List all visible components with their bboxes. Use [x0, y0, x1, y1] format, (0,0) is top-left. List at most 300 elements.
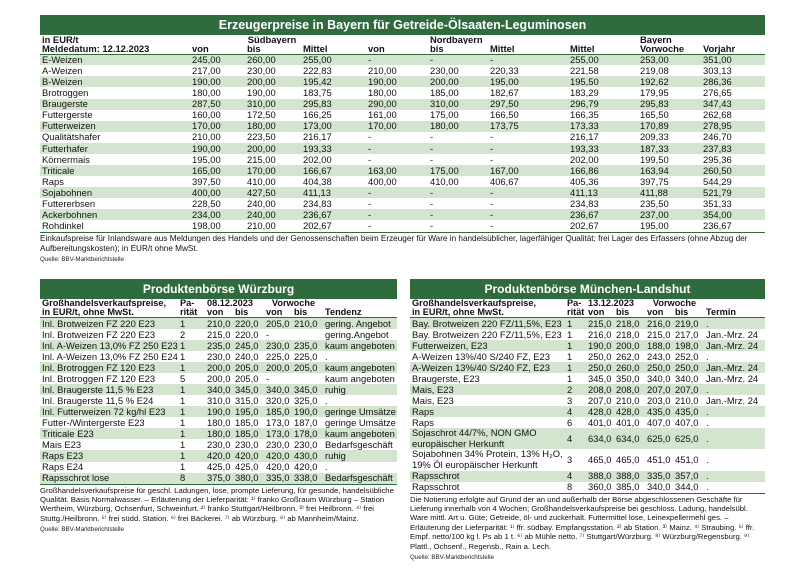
- table-row: [410, 384, 765, 395]
- table-cell: .: [325, 461, 328, 473]
- table-cell: 1: [180, 439, 186, 451]
- mu-name-header-2: in EUR/t, ohne MwSt.: [412, 308, 504, 318]
- table-cell: Futterweizen, E23: [410, 340, 565, 351]
- table-cell: -: [428, 54, 488, 65]
- table-cell: 310,00: [428, 99, 488, 110]
- table-cell: 219,0: [673, 318, 704, 329]
- table-cell: 262,68: [703, 109, 732, 121]
- table-cell: Inl. A-Weizen 13,0% FZ 250 E23: [42, 340, 178, 351]
- table-row: [410, 351, 765, 362]
- table-cell: .: [704, 471, 765, 482]
- table-cell: 345,0: [588, 373, 612, 384]
- table-cell: 245,0: [233, 340, 264, 351]
- table-row: [410, 471, 765, 482]
- table-row: [410, 340, 765, 351]
- table-cell: 190,0: [292, 406, 323, 417]
- table-cell: Sojabohnen: [40, 187, 190, 198]
- table-cell: 260,0: [614, 362, 645, 373]
- table-cell: 1: [180, 417, 186, 429]
- table-cell: 260,00: [245, 54, 301, 65]
- table-cell: 8: [567, 481, 573, 493]
- table-cell: 8: [178, 473, 205, 484]
- table-cell: 163,94: [638, 165, 701, 176]
- table-cell: 250,0: [586, 362, 614, 373]
- table-cell: 230,00: [430, 65, 459, 77]
- mu-von: von: [588, 308, 605, 318]
- table-cell: 236,67: [568, 209, 638, 220]
- table-cell: 406,67: [490, 175, 519, 187]
- table-cell: 173,75: [488, 121, 568, 132]
- table-cell: -: [490, 220, 494, 231]
- table-cell: 255,00: [301, 54, 366, 65]
- table-row: [40, 318, 397, 329]
- table-cell: Futterweizen: [40, 121, 190, 132]
- table-cell: [292, 329, 323, 340]
- wb-name-header: Großhandelsverkaufspreise,: [42, 299, 167, 308]
- table-row: [40, 462, 397, 473]
- table-cell: 1: [178, 406, 205, 417]
- col-header: von: [368, 44, 385, 55]
- table-cell: Rapsschrot: [410, 471, 565, 482]
- table-cell: Futtergerste: [42, 109, 93, 121]
- table-cell: 220,33: [490, 65, 519, 77]
- mu-date-header: 13.12.2023: [588, 299, 634, 308]
- table-cell: [292, 373, 323, 384]
- table-cell: 179,95: [640, 87, 669, 99]
- mu-prev-header: Vorwoche: [652, 299, 697, 308]
- table-cell: Mais E23: [42, 439, 82, 451]
- col-header: Mittel: [570, 44, 595, 55]
- table-cell: 375,0: [205, 473, 233, 484]
- table-cell: 1: [567, 328, 573, 340]
- muenchen-title: Produktenbörse München-Landshut: [410, 279, 765, 299]
- table-cell: 430,0: [292, 450, 323, 461]
- table-cell: 397,75: [640, 175, 669, 187]
- mu-prev-von: von: [647, 308, 664, 318]
- table-cell: 2: [180, 328, 186, 340]
- table-cell: 350,0: [616, 373, 640, 384]
- table-row: [40, 121, 765, 132]
- table-cell: 428,0: [586, 406, 614, 417]
- wb-trend-header: Tendenz: [325, 308, 362, 318]
- table-cell: 208,0: [614, 384, 645, 395]
- table-cell: 234,83: [303, 197, 332, 209]
- table-cell: A-Weizen 13%/40 S/240 FZ, E23: [412, 351, 550, 362]
- muenchen-note: Die Notierung erfolgte auf Grund der an und außerhalb der Börse abgeschlossenen Geschäfte für Lieferung innerhalb von 4 Wochen; Großhandelsverkaufspreise bei geschloss. Ladung, handelsübl. Ware mittl. Art u. Güte; Getreide, öl- und zuckerhalt. Futtermittel lose, Leinexpellermehl ges. – Erläuterung der Lieferparität: ¹⁾ ffr. südbay. Empfangsstation. ²⁾ ab Station. ³⁾ Mainz. ⁴⁾ Straubing. ⁵⁾ ffr. Empf. netto/100 kg l. Ps ab 1 t. ⁶⁾ ab Mühle netto. ⁷⁾ Stuttgart/Würzburg. ⁸⁾ Würzburg/Regensburg. ⁹⁾ Plattl., Ochsenf., Regensb., Rain a. Lech.: [410, 493, 765, 551]
- table-cell: 216,0: [588, 328, 612, 340]
- table-cell: Raps: [42, 175, 64, 187]
- table-cell: 166,67: [301, 165, 366, 176]
- table-cell: 180,00: [368, 87, 397, 99]
- erzeugerpreise-source: Quelle: BBV-Marktberichtstelle: [40, 256, 124, 264]
- table-cell: 183,75: [303, 87, 332, 99]
- table-cell: 4: [565, 471, 586, 482]
- table-cell: Rapsschrot lose: [40, 473, 178, 484]
- table-cell: -: [490, 153, 494, 165]
- table-cell: Körnermais: [42, 153, 90, 165]
- table-cell: Bedarfsgeschäft: [323, 473, 397, 484]
- table-cell: 246,70: [703, 131, 732, 143]
- table-cell: 425,0: [207, 461, 231, 473]
- table-cell: 209,33: [640, 131, 669, 143]
- mu-prev-bis: bis: [675, 308, 689, 318]
- table-cell: 411,13: [301, 187, 366, 198]
- table-cell: 221,58: [570, 65, 599, 77]
- table-row: [410, 329, 765, 340]
- table-cell: 200,0: [205, 362, 233, 373]
- muenchen-table: [410, 299, 765, 493]
- table-cell: 340,0: [264, 384, 292, 395]
- table-cell: 297,50: [488, 99, 568, 110]
- table-cell: 210,0: [205, 318, 233, 329]
- table-cell: 190,0: [205, 406, 233, 417]
- col-header: bis: [247, 44, 261, 55]
- table-cell: -: [266, 373, 270, 384]
- table-cell: 465,0: [616, 454, 640, 466]
- table-cell: 451,0: [675, 454, 699, 466]
- table-cell: Inl. A-Weizen 13,0% FZ 250 E24: [42, 351, 178, 362]
- table-cell: 205,0: [235, 373, 259, 384]
- col-header: Mittel: [490, 44, 515, 55]
- table-cell: 205,0: [292, 362, 323, 373]
- table-cell: 2: [565, 384, 586, 395]
- table-cell: 202,67: [570, 220, 599, 231]
- table-cell: 210,0: [675, 395, 699, 407]
- group-suedbayern: Südbayern: [247, 35, 297, 45]
- table-cell: 388,0: [586, 471, 614, 482]
- table-row: [410, 373, 765, 384]
- col-header: bis: [430, 44, 444, 55]
- table-cell: 190,00: [366, 76, 428, 87]
- table-cell: 217,0: [675, 328, 699, 340]
- group-bayern: Bayern: [640, 35, 672, 45]
- table-row: [40, 76, 765, 87]
- table-cell: 278,95: [701, 121, 765, 132]
- table-cell: 240,00: [247, 197, 276, 209]
- wuerzburg-section: [40, 279, 397, 533]
- table-row: [40, 417, 397, 428]
- table-cell: 193,33: [568, 143, 638, 154]
- erzeugerpreise-section: [40, 15, 765, 263]
- table-cell: 215,0: [207, 328, 231, 340]
- table-cell: 295,83: [638, 99, 701, 110]
- table-cell: 230,0: [264, 340, 292, 351]
- table-row: [40, 187, 765, 198]
- table-cell: 190,00: [247, 87, 276, 99]
- table-cell: 210,0: [292, 318, 323, 329]
- muenchen-section: [410, 279, 765, 561]
- table-cell: 225,0: [294, 351, 318, 362]
- col-header: von: [192, 44, 209, 55]
- table-cell: 1: [178, 428, 205, 439]
- table-cell: 287,50: [190, 99, 245, 110]
- table-cell: .: [704, 318, 765, 329]
- mu-bis: bis: [616, 308, 630, 318]
- table-cell: 385,0: [616, 481, 640, 493]
- table-cell: 165,00: [190, 165, 245, 176]
- mu-name-header: Großhandelsverkaufspreise,: [412, 299, 537, 308]
- table-cell: 243,0: [647, 351, 671, 362]
- table-cell: 230,00: [247, 65, 276, 77]
- table-cell: 188,0: [645, 340, 673, 351]
- table-cell: .: [704, 428, 765, 449]
- table-cell: 207,0: [588, 395, 612, 407]
- wb-parity-header: Pa-: [180, 299, 195, 308]
- table-cell: 230,0: [207, 351, 231, 362]
- table-cell: kaum angeboten: [325, 373, 395, 384]
- table-cell: 303,13: [703, 65, 732, 77]
- table-cell: 185,00: [430, 87, 459, 99]
- table-cell: 185,0: [233, 428, 264, 439]
- table-cell: Raps: [412, 417, 434, 429]
- table-cell: Mais, E23: [410, 384, 565, 395]
- table-cell: -: [428, 143, 488, 154]
- table-cell: -: [368, 197, 372, 209]
- table-cell: 1: [567, 351, 573, 362]
- table-cell: 351,33: [703, 197, 732, 209]
- table-cell: 262,0: [616, 351, 640, 362]
- table-cell: 225,0: [266, 351, 290, 362]
- wb-von: von: [207, 308, 224, 318]
- table-cell: 634,0: [586, 428, 614, 449]
- erzeugerpreise-table: [40, 35, 765, 231]
- table-cell: .: [704, 406, 765, 417]
- table-cell: 388,0: [614, 471, 645, 482]
- table-cell: -: [428, 209, 488, 220]
- table-row: [40, 176, 765, 187]
- table-cell: -: [428, 187, 488, 198]
- table-cell: 163,00: [366, 165, 428, 176]
- table-cell: 170,89: [638, 121, 701, 132]
- table-cell: gering. Angebot: [323, 318, 397, 329]
- table-cell: 4: [565, 428, 586, 449]
- table-cell: 202,00: [570, 153, 599, 165]
- table-cell: Mais, E23: [412, 395, 454, 407]
- table-cell: Inl. Brotweizen FZ 220 E23: [40, 318, 178, 329]
- table-cell: 195,0: [233, 406, 264, 417]
- table-row: [410, 362, 765, 373]
- table-cell: Sojabohnen 34% Protein, 13% H₂O, 19% Öl europäischer Herkunft: [412, 449, 563, 470]
- table-cell: 165,50: [640, 109, 669, 121]
- wb-prev-von: von: [266, 308, 283, 318]
- meldedatum: Meldedatum: 12.12.2023: [42, 44, 150, 55]
- table-cell: 237,00: [638, 209, 701, 220]
- table-cell: 1: [178, 362, 205, 373]
- table-cell: 1: [567, 373, 573, 384]
- table-cell: Futter-/Wintergerste E23: [42, 417, 145, 429]
- table-row: [40, 439, 397, 450]
- table-cell: 180,00: [192, 87, 221, 99]
- table-cell: 235,0: [205, 340, 233, 351]
- table-cell: -: [488, 209, 568, 220]
- table-cell: 160,00: [192, 109, 221, 121]
- table-row: [410, 318, 765, 329]
- table-cell: Raps: [410, 406, 565, 417]
- table-cell: 1: [178, 340, 205, 351]
- table-cell: -: [490, 197, 494, 209]
- unit-label: in EUR/t: [42, 35, 79, 45]
- table-cell: 260,50: [701, 165, 765, 176]
- table-cell: Inl. Brotweizen FZ 220 E23: [42, 328, 156, 340]
- table-cell: 286,36: [701, 76, 765, 87]
- table-cell: 250,0: [673, 362, 704, 373]
- table-cell: 240,00: [245, 209, 301, 220]
- table-cell: 190,00: [190, 143, 245, 154]
- table-cell: 625,0: [673, 428, 704, 449]
- wb-parity-header-2: rität: [180, 308, 198, 318]
- table-cell: -: [430, 197, 434, 209]
- table-cell: 1: [178, 450, 205, 461]
- table-cell: 290,00: [366, 99, 428, 110]
- table-cell: -: [488, 54, 568, 65]
- table-cell: 427,50: [245, 187, 301, 198]
- table-cell: 195,00: [192, 153, 221, 165]
- table-cell: 185,0: [235, 417, 259, 429]
- table-cell: 1: [180, 395, 186, 407]
- table-cell: 200,00: [245, 76, 301, 87]
- table-cell: Raps E24: [42, 461, 84, 473]
- table-cell: .: [704, 384, 765, 395]
- table-cell: 187,0: [294, 417, 318, 429]
- table-cell: 4: [565, 406, 586, 417]
- table-cell: 411,13: [568, 187, 638, 198]
- table-cell: 1: [565, 340, 586, 351]
- table-cell: 397,50: [192, 175, 221, 187]
- table-row: [40, 99, 765, 110]
- table-row: [410, 406, 765, 417]
- table-cell: 223,50: [247, 131, 276, 143]
- table-cell: Futtererbsen: [42, 197, 96, 209]
- table-cell: 180,00: [428, 121, 488, 132]
- table-cell: 1: [565, 318, 586, 329]
- table-cell: 420,0: [266, 461, 290, 473]
- table-cell: 170,00: [245, 165, 301, 176]
- table-cell: 335,0: [645, 471, 673, 482]
- table-cell: 230,0: [235, 439, 259, 451]
- table-cell: 435,0: [645, 406, 673, 417]
- table-cell: 167,00: [488, 165, 568, 176]
- table-cell: Rapsschrot: [412, 481, 460, 493]
- table-row: [40, 406, 397, 417]
- table-cell: 3: [567, 454, 573, 466]
- table-cell: 215,00: [247, 153, 276, 165]
- table-cell: 172,50: [247, 109, 276, 121]
- table-cell: 187,33: [638, 143, 701, 154]
- table-cell: Ackerbohnen: [40, 209, 190, 220]
- table-cell: 237,83: [701, 143, 765, 154]
- table-row: [40, 209, 765, 220]
- mu-parity-header-2: rität: [567, 308, 585, 318]
- table-cell: 230,0: [294, 439, 318, 451]
- table-cell: 220,0: [233, 318, 264, 329]
- table-row: [40, 220, 765, 231]
- table-cell: Raps E23: [40, 450, 178, 461]
- table-cell: 405,36: [570, 175, 599, 187]
- table-cell: E-Weizen: [40, 54, 190, 65]
- table-row: [410, 395, 765, 406]
- table-cell: 200,0: [207, 373, 231, 384]
- table-row: [40, 428, 397, 439]
- table-row: [40, 373, 397, 384]
- table-cell: -: [368, 153, 372, 165]
- table-row: [40, 65, 765, 76]
- table-cell: 451,0: [647, 454, 671, 466]
- table-cell: 1: [180, 461, 186, 473]
- table-cell: 218,0: [616, 328, 640, 340]
- table-cell: 210,0: [616, 395, 640, 407]
- table-cell: -: [430, 220, 434, 231]
- table-cell: 217,00: [192, 65, 221, 77]
- table-row: [40, 351, 397, 362]
- table-cell: 235,0: [292, 340, 323, 351]
- table-cell: 210,00: [192, 131, 221, 143]
- table-cell: 200,00: [245, 143, 301, 154]
- table-cell: Bedarfsgeschäft: [325, 439, 393, 451]
- table-cell: Brotroggen: [42, 87, 89, 99]
- table-cell: 202,67: [303, 220, 332, 231]
- table-cell: 340,0: [675, 373, 699, 384]
- table-cell: Braugerste: [40, 99, 190, 110]
- table-cell: 340,0: [205, 384, 233, 395]
- table-cell: 296,79: [568, 99, 638, 110]
- wb-prev-header: Vorwoche: [271, 299, 316, 308]
- table-cell: .: [706, 417, 709, 429]
- table-row: [40, 395, 397, 406]
- table-cell: 335,0: [264, 473, 292, 484]
- table-cell: 173,0: [266, 417, 290, 429]
- table-cell: 210,00: [247, 220, 276, 231]
- table-cell: ruhig: [323, 384, 397, 395]
- table-cell: 190,0: [586, 340, 614, 351]
- table-cell: 166,86: [568, 165, 638, 176]
- table-row: [410, 417, 765, 428]
- table-cell: Futterhafer: [40, 143, 190, 154]
- table-row: [40, 340, 397, 351]
- table-cell: Inl. Braugerste 11,5 % E24: [42, 395, 154, 407]
- table-cell: 411,88: [638, 187, 701, 198]
- table-cell: 234,83: [570, 197, 599, 209]
- table-cell: 357,0: [673, 471, 704, 482]
- table-cell: Sojaschrot 44/7%, NON GMO europäischer Herkunft: [410, 428, 565, 449]
- table-cell: 195,50: [568, 76, 638, 87]
- table-row: [40, 87, 765, 98]
- table-cell: 320,0: [266, 395, 290, 407]
- table-cell: Inl. Brotroggen FZ 120 E23: [42, 373, 156, 384]
- table-cell: 400,00: [190, 187, 245, 198]
- table-cell: 195,00: [640, 220, 669, 231]
- table-cell: -: [366, 209, 428, 220]
- table-cell: 420,0: [205, 450, 233, 461]
- table-cell: 228,50: [192, 197, 221, 209]
- wuerzburg-note: Großhandelsverkaufspreise für geschl. Ladungen, lose, prompte Lieferung, für gesunde, handelsübliche Qualität. Basis Normalwasser. – Erläuterung der Lieferparität: ¹⁾ franko Großraum Würzburg – Station Wertheim, Würzburg, Ochsenfurt, Schweinfurt. ²⁾ franko Stuttgart/Heilbronn. ³⁾ frei Heilbronn. ⁴⁾ frei Stuttg./Heilbronn. ⁵⁾ frei südd. Station. ⁶⁾ frei Bäckerei. ⁷⁾ ab Würzburg. ⁸⁾ ab Mannheim/Mainz.: [40, 484, 397, 524]
- table-cell: -: [366, 54, 428, 65]
- table-cell: 400,00: [368, 175, 397, 187]
- table-cell: A-Weizen: [42, 65, 83, 77]
- table-cell: 200,0: [264, 362, 292, 373]
- table-cell: 310,0: [207, 395, 231, 407]
- table-cell: Jan.-Mrz. 24: [706, 373, 759, 384]
- table-cell: 166,35: [570, 109, 599, 121]
- table-cell: kaum angeboten: [323, 362, 397, 373]
- muenchen-source: Quelle: BBV-Marktberichtstelle: [410, 553, 494, 561]
- table-cell: 325,0: [294, 395, 318, 407]
- table-cell: 347,43: [701, 99, 765, 110]
- table-cell: 170,00: [366, 121, 428, 132]
- table-cell: 173,0: [264, 428, 292, 439]
- table-cell: -: [490, 131, 494, 143]
- table-cell: 1: [178, 384, 205, 395]
- table-cell: 435,0: [673, 406, 704, 417]
